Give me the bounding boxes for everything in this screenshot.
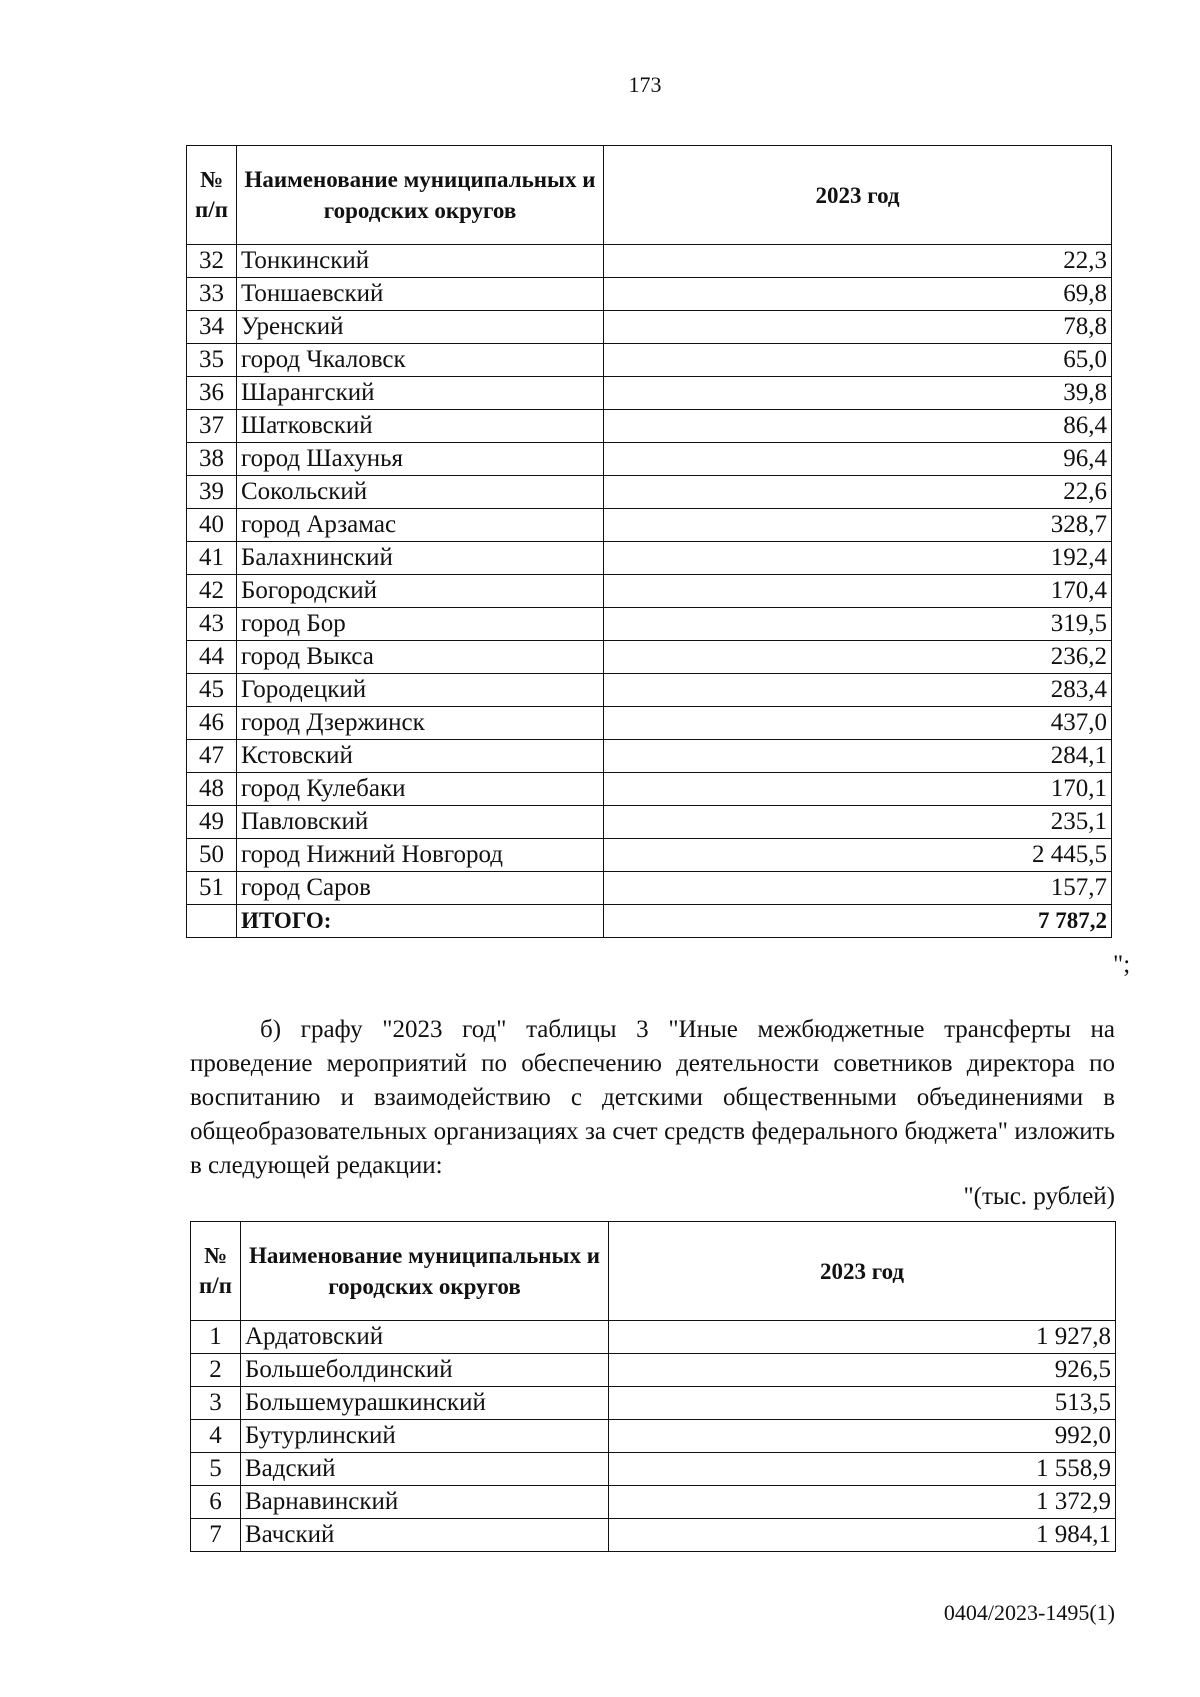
municipality-name: город Чкаловск bbox=[237, 344, 604, 377]
amount-value: 22,6 bbox=[604, 476, 1112, 509]
table-row bbox=[187, 509, 1112, 542]
row-number: 3 bbox=[191, 1387, 241, 1420]
municipality-name: город Шахунья bbox=[237, 443, 604, 476]
amount-value: 328,7 bbox=[604, 509, 1112, 542]
municipality-name: город Бор bbox=[237, 608, 604, 641]
municipality-name: Городецкий bbox=[237, 674, 604, 707]
table-row bbox=[191, 1321, 1116, 1354]
table-row bbox=[187, 740, 1112, 773]
table2-body bbox=[191, 1321, 1116, 1552]
municipality-name: город Выкса bbox=[237, 641, 604, 674]
row-number: 48 bbox=[187, 773, 237, 806]
municipality-name: Шарангский bbox=[237, 377, 604, 410]
municipality-name: Бутурлинский bbox=[241, 1420, 609, 1453]
amount-value: 69,8 bbox=[604, 278, 1112, 311]
municipality-name: Кстовский bbox=[237, 740, 604, 773]
amount-value: 22,3 bbox=[604, 245, 1112, 278]
page-number: 173 bbox=[628, 72, 662, 97]
municipality-name: Уренский bbox=[237, 311, 604, 344]
row-number: 5 bbox=[191, 1453, 241, 1486]
table-row bbox=[187, 278, 1112, 311]
municipality-name: город Саров bbox=[237, 872, 604, 905]
amount-value: 192,4 bbox=[604, 542, 1112, 575]
row-number: 40 bbox=[187, 509, 237, 542]
municipality-name: город Кулебаки bbox=[237, 773, 604, 806]
column-header-name: Наименование муниципальных и городских округов bbox=[241, 1222, 609, 1321]
amount-value: 513,5 bbox=[609, 1387, 1116, 1420]
table-row bbox=[191, 1453, 1116, 1486]
table-row bbox=[187, 839, 1112, 872]
amount-value: 2 445,5 bbox=[604, 839, 1112, 872]
amount-value: 170,1 bbox=[604, 773, 1112, 806]
row-number: 41 bbox=[187, 542, 237, 575]
amount-value: 284,1 bbox=[604, 740, 1112, 773]
row-number: 36 bbox=[187, 377, 237, 410]
units-label: "(тыс. рублей) bbox=[963, 1183, 1115, 1210]
amount-value: 78,8 bbox=[604, 311, 1112, 344]
row-number: 4 bbox=[191, 1420, 241, 1453]
amount-value: 96,4 bbox=[604, 443, 1112, 476]
row-number: 44 bbox=[187, 641, 237, 674]
table-row bbox=[187, 476, 1112, 509]
table-row bbox=[187, 773, 1112, 806]
table-row bbox=[187, 410, 1112, 443]
allocation-table-3 bbox=[190, 1221, 1116, 1552]
amount-value: 1 984,1 bbox=[609, 1519, 1116, 1552]
amount-value: 926,5 bbox=[609, 1354, 1116, 1387]
row-number: 7 bbox=[191, 1519, 241, 1552]
row-number: 46 bbox=[187, 707, 237, 740]
row-number: 42 bbox=[187, 575, 237, 608]
municipality-name: Большеболдинский bbox=[241, 1354, 609, 1387]
row-number: 33 bbox=[187, 278, 237, 311]
table1-body bbox=[187, 245, 1112, 938]
amount-value: 1 372,9 bbox=[609, 1486, 1116, 1519]
table-row bbox=[187, 443, 1112, 476]
row-number: 49 bbox=[187, 806, 237, 839]
column-header-year: 2023 год bbox=[609, 1222, 1116, 1321]
municipality-name: Шатковский bbox=[237, 410, 604, 443]
municipality-name: город Арзамас bbox=[237, 509, 604, 542]
amount-value: 236,2 bbox=[604, 641, 1112, 674]
municipality-name: Богородский bbox=[237, 575, 604, 608]
municipality-name: Вадский bbox=[241, 1453, 609, 1486]
table-row bbox=[191, 1486, 1116, 1519]
amount-value: 319,5 bbox=[604, 608, 1112, 641]
table-row bbox=[187, 542, 1112, 575]
table-row bbox=[187, 245, 1112, 278]
total-row bbox=[187, 905, 1112, 938]
column-header-number: № п/п bbox=[187, 146, 237, 245]
row-number: 47 bbox=[187, 740, 237, 773]
row-number: 34 bbox=[187, 311, 237, 344]
row-number: 38 bbox=[187, 443, 237, 476]
row-number: 50 bbox=[187, 839, 237, 872]
municipality-name: Балахнинский bbox=[237, 542, 604, 575]
table-row bbox=[187, 806, 1112, 839]
allocation-table-continued bbox=[186, 145, 1112, 938]
table-row bbox=[187, 575, 1112, 608]
row-number: 35 bbox=[187, 344, 237, 377]
column-header-year: 2023 год bbox=[604, 146, 1112, 245]
amount-value: 437,0 bbox=[604, 707, 1112, 740]
row-number: 32 bbox=[187, 245, 237, 278]
amount-value: 157,7 bbox=[604, 872, 1112, 905]
document-code: 0404/2023-1495(1) bbox=[943, 1600, 1115, 1625]
municipality-name: Сокольский bbox=[237, 476, 604, 509]
amount-value: 65,0 bbox=[604, 344, 1112, 377]
total-number-cell bbox=[187, 905, 237, 938]
amount-value: 283,4 bbox=[604, 674, 1112, 707]
table-row bbox=[187, 377, 1112, 410]
municipality-name: Большемурашкинский bbox=[241, 1387, 609, 1420]
row-number: 43 bbox=[187, 608, 237, 641]
amendment-paragraph: б) графу "2023 год" таблицы 3 "Иные межбюджетные трансферты на проведение мероприятий по обеспечению деятельности советников директора по воспитанию и взаимодействию с детскими общественными объединениями в общеобразовательных организациях за счет средств федерального бюджета" изложить в следующей редакции: bbox=[190, 1016, 1115, 1179]
table-row bbox=[187, 311, 1112, 344]
table-row bbox=[191, 1420, 1116, 1453]
municipality-name: город Нижний Новгород bbox=[237, 839, 604, 872]
table-row bbox=[187, 641, 1112, 674]
amount-value: 992,0 bbox=[609, 1420, 1116, 1453]
municipality-name: Тоншаевский bbox=[237, 278, 604, 311]
row-number: 51 bbox=[187, 872, 237, 905]
amount-value: 86,4 bbox=[604, 410, 1112, 443]
municipality-name: город Дзержинск bbox=[237, 707, 604, 740]
total-value: 7 787,2 bbox=[604, 905, 1112, 938]
row-number: 45 bbox=[187, 674, 237, 707]
row-number: 1 bbox=[191, 1321, 241, 1354]
municipality-name: Варнавинский bbox=[241, 1486, 609, 1519]
municipality-name: Ардатовский bbox=[241, 1321, 609, 1354]
table-row bbox=[187, 872, 1112, 905]
table-row bbox=[187, 707, 1112, 740]
row-number: 39 bbox=[187, 476, 237, 509]
amount-value: 170,4 bbox=[604, 575, 1112, 608]
row-number: 37 bbox=[187, 410, 237, 443]
row-number: 6 bbox=[191, 1486, 241, 1519]
amount-value: 39,8 bbox=[604, 377, 1112, 410]
municipality-name: Вачский bbox=[241, 1519, 609, 1552]
row-number: 2 bbox=[191, 1354, 241, 1387]
amount-value: 1 558,9 bbox=[609, 1453, 1116, 1486]
table-row bbox=[191, 1387, 1116, 1420]
table-row bbox=[187, 344, 1112, 377]
total-label: ИТОГО: bbox=[237, 905, 604, 938]
table-row bbox=[191, 1519, 1116, 1552]
table-row bbox=[187, 674, 1112, 707]
table-row bbox=[187, 608, 1112, 641]
municipality-name: Павловский bbox=[237, 806, 604, 839]
column-header-name: Наименование муниципальных и городских округов bbox=[237, 146, 604, 245]
amount-value: 1 927,8 bbox=[609, 1321, 1116, 1354]
table1-closing-quote: "; bbox=[1113, 951, 1131, 978]
column-header-number: № п/п bbox=[191, 1222, 241, 1321]
table-row bbox=[191, 1354, 1116, 1387]
municipality-name: Тонкинский bbox=[237, 245, 604, 278]
amount-value: 235,1 bbox=[604, 806, 1112, 839]
